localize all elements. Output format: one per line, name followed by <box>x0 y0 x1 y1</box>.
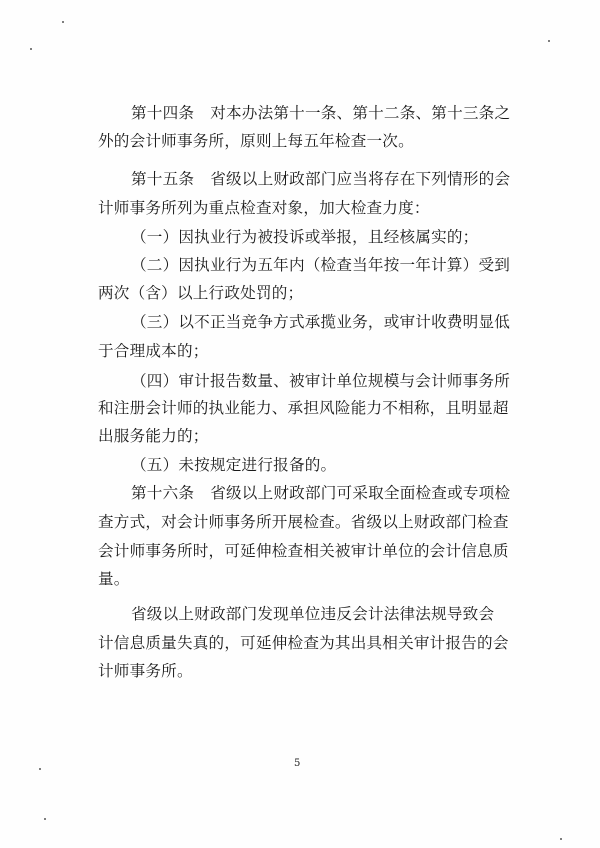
article-16-line-3 <box>98 541 509 561</box>
text-line: 于合理成本的； <box>98 342 209 360</box>
paragraph-line-1 <box>131 604 494 624</box>
item-4-line-2 <box>98 398 509 418</box>
text-line: 两次（含）以上行政处罚的； <box>98 284 304 302</box>
scan-speck <box>548 40 550 42</box>
text-line: 查方式，对会计师事务所开展检查。省级以上财政部门检查 <box>98 513 509 531</box>
text-line: 计师事务所列为重点检查对象，加大检查力度： <box>98 199 430 217</box>
text-line: 外的会计师事务所，原则上每五年检查一次。 <box>98 132 414 150</box>
text-line: （三）以不正当竞争方式承揽业务，或审计收费明显低 <box>131 313 511 331</box>
text-line: 计师事务所。 <box>98 662 193 680</box>
item-3-line-2 <box>98 341 209 361</box>
scan-speck <box>62 21 64 23</box>
text-line: 省级以上财政部门应当将存在下列情形的会 <box>210 170 511 188</box>
text-line: 量。 <box>98 570 130 588</box>
article-14-line-1 <box>131 103 510 123</box>
text-line: 出服务能力的； <box>98 427 209 445</box>
text-line: （二）因执业行为五年内（检查当年按一年计算）受到 <box>131 256 511 274</box>
paragraph-line-2 <box>98 633 509 653</box>
text-line: 省级以上财政部门可采取全面检查或专项检 <box>210 484 511 502</box>
article-16-line-2 <box>98 512 509 532</box>
article-15-line-1 <box>131 169 510 189</box>
text-line: （一）因执业行为被投诉或举报，且经核属实的； <box>131 228 479 246</box>
text-line: 省级以上财政部门发现单位违反会计法律法规导致会 <box>131 605 495 623</box>
page-number: 5 <box>294 758 301 769</box>
scan-speck <box>39 768 41 770</box>
text-line: 对本办法第十一条、第十二条、第十三条之 <box>210 104 511 122</box>
item-4-line-1 <box>131 371 510 391</box>
text-line: 会计师事务所时，可延伸检查相关被审计单位的会计信息质 <box>98 542 509 560</box>
article-16-heading: 第十六条 <box>131 484 195 502</box>
item-1 <box>131 227 478 247</box>
text-line: 和注册会计师的执业能力、承担风险能力不相称，且明显超 <box>98 399 509 417</box>
text-line: （五）未按规定进行报备的。 <box>131 456 337 474</box>
item-5 <box>131 455 336 475</box>
scan-speck <box>560 838 562 840</box>
article-16-line-4 <box>98 569 130 589</box>
item-3-line-1 <box>131 312 510 332</box>
item-4-line-3 <box>98 426 209 446</box>
article-16-line-1 <box>131 483 510 503</box>
paragraph-line-3 <box>98 661 193 681</box>
text-line: 计信息质量失真的，可延伸检查为其出具相关审计报告的会 <box>98 634 509 652</box>
scan-speck <box>44 818 46 820</box>
article-15-line-2 <box>98 198 430 218</box>
article-14-line-2 <box>98 131 414 151</box>
text-line: （四）审计报告数量、被审计单位规模与会计师事务所 <box>131 372 511 390</box>
item-2-line-1 <box>131 255 510 275</box>
scan-speck <box>30 48 32 50</box>
article-15-heading: 第十五条 <box>131 170 195 188</box>
article-14-heading: 第十四条 <box>131 104 195 122</box>
item-2-line-2 <box>98 283 303 303</box>
